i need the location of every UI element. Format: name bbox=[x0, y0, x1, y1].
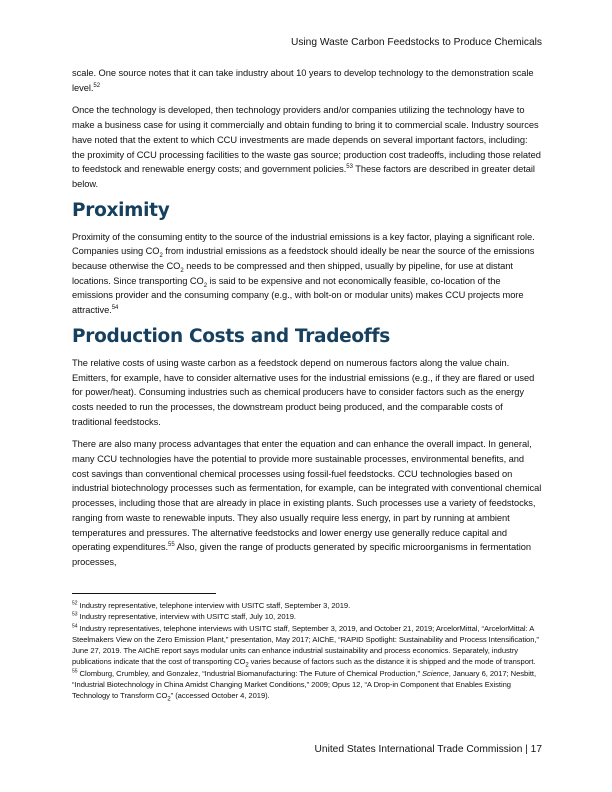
footnote-number: 55 bbox=[72, 668, 78, 675]
subscript: 2 bbox=[167, 696, 171, 703]
footnote-text: Industry representatives, telephone interviews with USITC staff, September 3, 2019, and October 21, 2019; ArcelorMittal, “ArcelorMittal: A Steelmakers View on the Zero Emission Plant,” presentation, May 2017; AIChE, “RAPID Spotlight: Sustainability and Process Intensification,” June 27, 2019. The AIChE report says modular units can enhance industrial sustainability and process economics. Separately, industry publications indicate that the cost of transporting CO bbox=[72, 623, 539, 667]
footnote-number: 54 bbox=[72, 623, 78, 630]
paragraph-text: needs to be compressed and then shipped, usually by pipeline, for use at distant locations. Since transporting CO bbox=[72, 261, 513, 286]
footnote-54 bbox=[72, 623, 542, 668]
running-header: Using Waste Carbon Feedstocks to Produce Chemicals bbox=[290, 37, 542, 48]
subscript: 2 bbox=[180, 267, 184, 274]
footnote-text: , January 6, 2017; Nesbitt, “Industrial Biotechnology in China Amidst Changing Market Conditions,” 2009; Opus 12, “A Drop-in Component that Enables Existing Technology to Transform CO bbox=[72, 668, 537, 701]
footnote-number: 52 bbox=[72, 600, 78, 607]
footnote-ref-55[interactable]: 55 bbox=[168, 542, 175, 549]
footnotes bbox=[72, 600, 542, 702]
heading-proximity: Proximity bbox=[72, 199, 170, 221]
paragraph-text: Once the technology is developed, then technology providers and/or companies utilizing the technology have to make a business case for using it commercially and obtain funding to bring it to commercial scale. Industry sources have noted that the extent to which CCU investments are made depends on several important factors, including: the proximity of CCU processing facilities to the waste gas source; production cost tradeoffs, including those related to feedstock and renewable energy costs; and government policies. bbox=[72, 105, 541, 175]
footnote-text: Industry representative, telephone interview with USITC staff, September 3, 2019. bbox=[77, 601, 351, 610]
journal-title: Science bbox=[422, 668, 449, 678]
subscript: 2 bbox=[203, 282, 208, 289]
main-content bbox=[72, 66, 542, 578]
heading-production-costs: Production Costs and Tradeoffs bbox=[72, 325, 391, 347]
footnote-ref-53[interactable]: 53 bbox=[346, 164, 353, 171]
paragraph-text: Also, given the range of products generated by specific microorganisms in fermentation processes, bbox=[72, 542, 531, 567]
paragraph-costs-1: The relative costs of using waste carbon as a feedstock depend on numerous factors along the value chain. Emitters, for example, have to consider alternative uses for the industrial emissions (e.g., if they are flared or used for power/heat). Consuming industries such as chemical producers have to consider factors such as the energy costs needed to run the processes, the downstream product being produced, and the comparable costs of traditional feedstocks. bbox=[72, 357, 535, 427]
paragraph-text: is said to be expensive and not economically feasible, co-location of the emissions provider and the consuming company (e.g., with bolt-on or modular units) makes CCU projects more attractive. bbox=[72, 275, 524, 316]
paragraph-text: There are also many process advantages that enter the equation and can enhance the overall impact. In general, many CCU technologies have the potential to provide more sustainable processes, environmental benefits, and cost savings than conventional chemical processes using fossil-fuel feedstocks. CCU technologies based on industrial biotechnology processes such as fermentation, for example, can be integrated with conventional chemical processes, including those that are already in place in existing plants. Such processes use a variety of feedstocks, ranging from waste to renewable inputs. They also usually require less energy, in part by running at ambient temperatures and pressures. The alternative feedstocks and lower energy use generally reduce capital and operating expenditures. bbox=[72, 439, 542, 553]
paragraph-2 bbox=[72, 103, 542, 191]
footnote-number: 53 bbox=[72, 611, 78, 618]
footnote-ref-54[interactable]: 54 bbox=[111, 305, 119, 312]
paragraph-costs-2 bbox=[72, 437, 542, 569]
footnote-text: Clomburg, Crumbley, and Gonzalez, “Industrial Biomanufacturing: The Future of Chemical Production,” bbox=[77, 668, 423, 678]
footnote-55 bbox=[72, 668, 542, 702]
footnote-53 bbox=[72, 611, 542, 622]
paragraph-text: Proximity of the consuming entity to the source of the industrial emissions is a key factor, playing a significant role. Companies using CO bbox=[72, 231, 535, 257]
footnote-text: Industry representative, interview with USITC staff, July 10, 2019. bbox=[77, 612, 296, 622]
footnote-ref-52[interactable]: 52 bbox=[93, 82, 100, 89]
paragraph-text: scale. One source notes that it can take industry about 10 years to develop technology to the demonstration scale level. bbox=[72, 68, 534, 93]
running-footer: United States International Trade Commission | 17 bbox=[314, 744, 542, 755]
paragraph-text: These factors are described in greater detail below. bbox=[72, 164, 535, 189]
paragraph-1 bbox=[72, 66, 542, 95]
footnote-52 bbox=[72, 600, 542, 611]
paragraph-proximity bbox=[72, 230, 542, 318]
paragraph-text: from industrial emissions as a feedstock should ideally be near the source of the emissions because otherwise the CO bbox=[72, 246, 535, 272]
subscript: 2 bbox=[159, 253, 163, 260]
footnote-text: ” (accessed October 4, 2019). bbox=[170, 691, 270, 701]
subscript: 2 bbox=[245, 663, 249, 669]
footnote-divider bbox=[72, 593, 216, 594]
footnote-text: varies because of factors such as the distance it is shipped and the mode of transport. bbox=[248, 657, 536, 667]
